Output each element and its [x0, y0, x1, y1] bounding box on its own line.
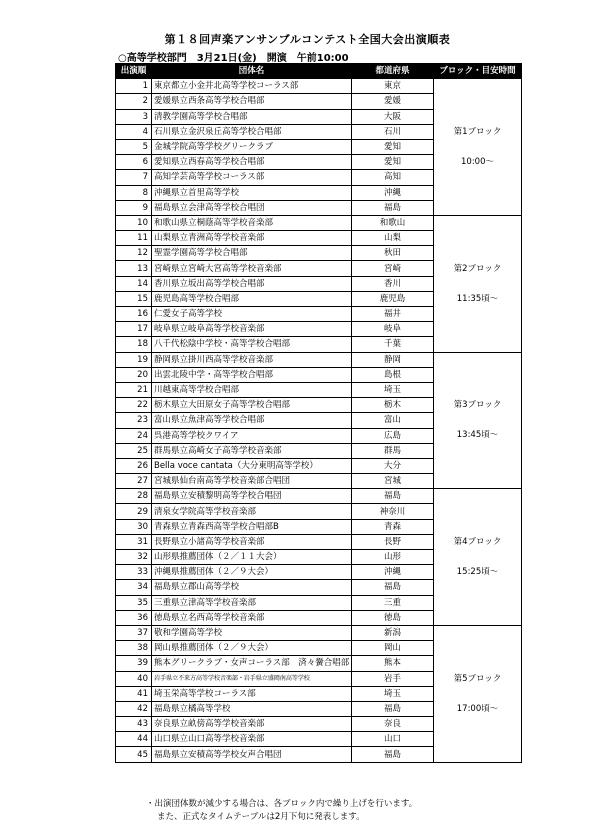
row-number: 27 [116, 474, 152, 489]
page-title: 第１８回声楽アンサンブルコンテスト全国大会出演順表 [164, 33, 451, 46]
prefecture: 新潟 [352, 625, 434, 640]
prefecture: 福島 [352, 701, 434, 716]
group-name: Bella voce cantata（大分東明高等学校） [152, 458, 352, 473]
block-time: 11:35頃～ [456, 293, 499, 304]
group-name: 群馬県立高崎女子高等学校音楽部 [152, 443, 352, 458]
row-number: 25 [116, 443, 152, 458]
table-row [116, 489, 522, 504]
prefecture: 三重 [352, 595, 434, 610]
prefecture: 福島 [352, 200, 434, 215]
prefecture: 大分 [352, 458, 434, 473]
block-cell [434, 215, 522, 352]
row-number: 43 [116, 717, 152, 732]
row-number: 23 [116, 413, 152, 428]
row-number: 22 [116, 398, 152, 413]
row-number: 6 [116, 155, 152, 170]
prefecture: 奈良 [352, 717, 434, 732]
block-time: 17:00頃～ [456, 703, 499, 714]
group-name: 出雲北陵中学・高等学校合唱部 [152, 367, 352, 382]
row-number: 9 [116, 200, 152, 215]
block-label: 第3ブロック [453, 400, 502, 411]
prefecture: 福井 [352, 307, 434, 322]
prefecture: 山口 [352, 732, 434, 747]
prefecture: 和歌山 [352, 215, 434, 230]
row-number: 2 [116, 94, 152, 109]
row-number: 26 [116, 458, 152, 473]
row-number: 1 [116, 79, 152, 94]
row-number: 21 [116, 382, 152, 397]
group-name: 敬和学園高等学校 [152, 625, 352, 640]
row-number: 30 [116, 519, 152, 534]
row-number: 38 [116, 641, 152, 656]
prefecture: 岩手 [352, 671, 434, 686]
prefecture: 秋田 [352, 246, 434, 261]
group-name: 宮崎県立宮崎大宮高等学校音楽部 [152, 261, 352, 276]
block-cell [434, 352, 522, 489]
prefecture: 島根 [352, 367, 434, 382]
prefecture: 沖縄 [352, 565, 434, 580]
block-cell [434, 489, 522, 626]
group-name: 鹿児島高等学校合唱部 [152, 291, 352, 306]
prefecture: 岡山 [352, 641, 434, 656]
header-block: ブロック・目安時間 [434, 64, 522, 79]
prefecture: 徳島 [352, 610, 434, 625]
prefecture: 熊本 [352, 656, 434, 671]
group-name: 沖縄県推薦団体（２／９大会） [152, 565, 352, 580]
row-number: 44 [116, 732, 152, 747]
group-name: 山口県立山口高等学校音楽部 [152, 732, 352, 747]
block-cell [434, 625, 522, 762]
prefecture: 埼玉 [352, 686, 434, 701]
row-number: 15 [116, 291, 152, 306]
group-name: 聖霊学園高等学校合唱部 [152, 246, 352, 261]
header-no: 出演順 [116, 64, 152, 79]
row-number: 8 [116, 185, 152, 200]
group-name: 川越東高等学校合唱部 [152, 382, 352, 397]
group-name: 和歌山県立桐蔭高等学校音楽部 [152, 215, 352, 230]
row-number: 42 [116, 701, 152, 716]
group-name: 岩手県立不来方高等学校音楽部・岩手県立盛岡南高等学校 [152, 671, 352, 686]
note-line-2: また、正式なタイムテーブルは2月下旬に発表します。 [157, 812, 365, 822]
group-name: 金城学院高等学校グリークラブ [152, 139, 352, 154]
group-name: 青森県立青森西高等学校合唱部B [152, 519, 352, 534]
row-number: 11 [116, 231, 152, 246]
section-subtitle: ○高等学校部門 3月21日(金) 開演 午前10:00 [118, 53, 349, 64]
block-label: 第2ブロック [453, 263, 502, 274]
prefecture: 群馬 [352, 443, 434, 458]
group-name: 福島県立会津高等学校合唱団 [152, 200, 352, 215]
group-name: 石川県立金沢泉丘高等学校合唱部 [152, 124, 352, 139]
prefecture: 山形 [352, 550, 434, 565]
row-number: 17 [116, 322, 152, 337]
prefecture: 高知 [352, 170, 434, 185]
group-name: 清教学園高等学校合唱部 [152, 109, 352, 124]
row-number: 37 [116, 625, 152, 640]
group-name: 山梨県立青洲高等学校音楽部 [152, 231, 352, 246]
prefecture: 東京 [352, 79, 434, 94]
row-number: 31 [116, 534, 152, 549]
prefecture: 神奈川 [352, 504, 434, 519]
group-name: 徳島県立名西高等学校音楽部 [152, 610, 352, 625]
prefecture: 山梨 [352, 231, 434, 246]
prefecture: 広島 [352, 428, 434, 443]
row-number: 18 [116, 337, 152, 352]
group-name: 奈良県立畝傍高等学校音楽部 [152, 717, 352, 732]
row-number: 4 [116, 124, 152, 139]
block-cell [434, 79, 522, 216]
row-number: 19 [116, 352, 152, 367]
prefecture: 愛媛 [352, 94, 434, 109]
row-number: 20 [116, 367, 152, 382]
prefecture: 沖縄 [352, 185, 434, 200]
group-name: 埼玉栄高等学校コーラス部 [152, 686, 352, 701]
prefecture: 埼玉 [352, 382, 434, 397]
prefecture: 富山 [352, 413, 434, 428]
row-number: 3 [116, 109, 152, 124]
row-number: 33 [116, 565, 152, 580]
row-number: 13 [116, 261, 152, 276]
group-name: 三重県立津高等学校音楽部 [152, 595, 352, 610]
note-line-1: ・出演団体数が減少する場合は、各ブロック内で繰り上げを行います。 [146, 799, 418, 809]
group-name: 栃木県立大田原女子高等学校合唱部 [152, 398, 352, 413]
row-number: 32 [116, 550, 152, 565]
prefecture: 静岡 [352, 352, 434, 367]
group-name: 香川県立坂出高等学校合唱部 [152, 276, 352, 291]
prefecture: 千葉 [352, 337, 434, 352]
group-name: 宮城県仙台南高等学校音楽部合唱団 [152, 474, 352, 489]
block-label: 第4ブロック [453, 537, 502, 548]
group-name: 福島県立安積黎明高等学校合唱団 [152, 489, 352, 504]
row-number: 16 [116, 307, 152, 322]
header-name: 団体名 [152, 64, 352, 79]
prefecture: 長野 [352, 534, 434, 549]
header-pref: 都道府県 [352, 64, 434, 79]
group-name: 長野県立小諸高等学校音楽部 [152, 534, 352, 549]
block-time: 13:45頃～ [456, 430, 499, 441]
group-name: 東京都立小金井北高等学校コーラス部 [152, 79, 352, 94]
prefecture: 鹿児島 [352, 291, 434, 306]
prefecture: 愛知 [352, 139, 434, 154]
prefecture: 福島 [352, 489, 434, 504]
prefecture: 香川 [352, 276, 434, 291]
prefecture: 大阪 [352, 109, 434, 124]
prefecture: 宮城 [352, 474, 434, 489]
table-row [116, 79, 522, 94]
prefecture: 栃木 [352, 398, 434, 413]
row-number: 12 [116, 246, 152, 261]
group-name: 岐阜県立岐阜高等学校音楽部 [152, 322, 352, 337]
row-number: 24 [116, 428, 152, 443]
group-name: 富山県立魚津高等学校合唱部 [152, 413, 352, 428]
row-number: 39 [116, 656, 152, 671]
table-row [116, 215, 522, 230]
performance-order-table [115, 63, 522, 763]
group-name: 岡山県推薦団体（２／９大会） [152, 641, 352, 656]
prefecture: 福島 [352, 747, 434, 762]
group-name: 沖縄県立首里高等学校 [152, 185, 352, 200]
group-name: 清泉女学院高等学校音楽部 [152, 504, 352, 519]
table-row [116, 625, 522, 640]
row-number: 7 [116, 170, 152, 185]
group-name: 福島県立郡山高等学校 [152, 580, 352, 595]
table-body [116, 79, 522, 762]
row-number: 41 [116, 686, 152, 701]
prefecture: 岐阜 [352, 322, 434, 337]
prefecture: 宮崎 [352, 261, 434, 276]
block-time: 15:25頃～ [456, 567, 499, 578]
row-number: 14 [116, 276, 152, 291]
group-name: 福島県立安積高等学校女声合唱団 [152, 747, 352, 762]
table-header-row [116, 64, 522, 79]
group-name: 熊本グリークラブ・女声コーラス部 済々黌合唱部 [152, 656, 352, 671]
row-number: 10 [116, 215, 152, 230]
row-number: 28 [116, 489, 152, 504]
prefecture: 青森 [352, 519, 434, 534]
row-number: 36 [116, 610, 152, 625]
row-number: 35 [116, 595, 152, 610]
prefecture: 石川 [352, 124, 434, 139]
group-name: 呉港高等学校クワイア [152, 428, 352, 443]
row-number: 45 [116, 747, 152, 762]
group-name: 高知学芸高等学校コーラス部 [152, 170, 352, 185]
group-name: 仁愛女子高等学校 [152, 307, 352, 322]
row-number: 29 [116, 504, 152, 519]
row-number: 40 [116, 671, 152, 686]
prefecture: 福島 [352, 580, 434, 595]
group-name: 静岡県立掛川西高等学校音楽部 [152, 352, 352, 367]
row-number: 34 [116, 580, 152, 595]
table-row [116, 352, 522, 367]
block-time: 10:00～ [461, 157, 494, 168]
group-name: 八千代松陰中学校・高等学校合唱部 [152, 337, 352, 352]
row-number: 5 [116, 139, 152, 154]
prefecture: 愛知 [352, 155, 434, 170]
group-name: 愛媛県立西条高等学校合唱部 [152, 94, 352, 109]
block-label: 第5ブロック [453, 673, 502, 684]
group-name: 山形県推薦団体（２／１１大会） [152, 550, 352, 565]
group-name: 愛知県立西春高等学校合唱部 [152, 155, 352, 170]
block-label: 第1ブロック [453, 127, 502, 138]
group-name: 福島県立橘高等学校 [152, 701, 352, 716]
